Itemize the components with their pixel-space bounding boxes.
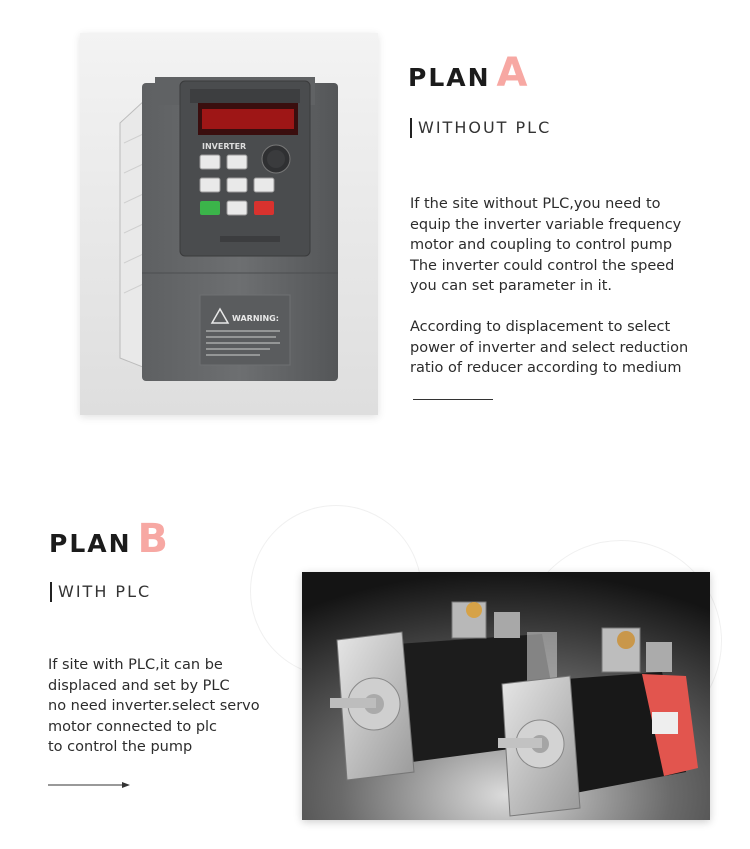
- arrow-right-icon: [48, 780, 130, 790]
- text-line: equip the inverter variable frequency: [410, 216, 682, 233]
- plan-a-paragraph-1: [410, 194, 681, 297]
- plan-b-word: PLAN: [49, 529, 132, 558]
- plan-b-letter: B: [137, 516, 169, 562]
- text-line: you can set parameter in it.: [410, 278, 612, 294]
- plan-a-paragraph-2: [410, 317, 688, 379]
- text-line: If site with PLC,it can be: [48, 657, 223, 673]
- text-line: According to displacement to select: [410, 319, 671, 335]
- plan-b-paragraph: [48, 655, 260, 758]
- servo-motor-photo: [302, 572, 710, 820]
- svg-text:WARNING:: WARNING:: [232, 314, 279, 323]
- plan-a-subtitle: WITHOUT PLC: [410, 118, 551, 138]
- svg-text:INVERTER: INVERTER: [202, 142, 247, 151]
- text-line: power of inverter and select reduction: [410, 339, 689, 356]
- plan-b-subtitle: WITH PLC: [50, 582, 151, 602]
- plan-b-heading: [49, 516, 169, 562]
- plan-a-heading: [408, 50, 528, 96]
- text-line: motor and coupling to control pump: [410, 237, 673, 253]
- text-line: no need inverter.select servo: [48, 698, 260, 714]
- plan-a-word: PLAN: [408, 63, 491, 92]
- text-line: to control the pump: [48, 739, 193, 755]
- text-line: The inverter could control the speed: [410, 257, 675, 274]
- text-line: ratio of reducer according to medium: [410, 360, 682, 376]
- plan-a-letter: A: [496, 50, 528, 96]
- inverter-photo: [80, 33, 378, 415]
- divider-line: [413, 399, 493, 400]
- text-line: displaced and set by PLC: [48, 677, 230, 694]
- text-line: If the site without PLC,you need to: [410, 196, 661, 212]
- text-line: motor connected to plc: [48, 718, 218, 735]
